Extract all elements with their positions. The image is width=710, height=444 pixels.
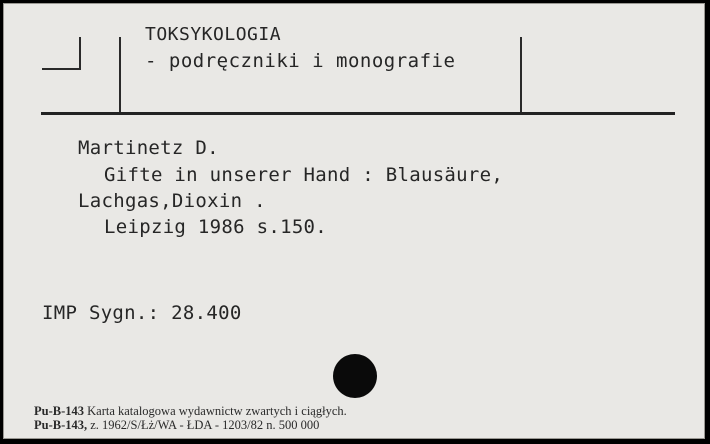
heading-left-rule (119, 37, 121, 113)
footer-line-1 (34, 404, 347, 419)
imprint-line: Leipzig 1986 s.150. (104, 216, 328, 238)
footer-line-2 (34, 418, 319, 433)
call-number: IMP Sygn.: 28.400 (42, 302, 242, 324)
subject-subheading: - podręczniki i monografie (145, 50, 456, 72)
footer-text-2: z. 1962/S/Łż/WA - ŁDA - 1203/82 n. 500 000 (87, 418, 320, 432)
subject-heading: TOKSYKOLOGIA (145, 24, 282, 45)
heading-divider (41, 112, 675, 115)
title-line-2: Lachgas,Dioxin . (78, 190, 266, 212)
footer-code-1: Pu-B-143 (34, 404, 84, 418)
footer-code-2: Pu-B-143, (34, 418, 88, 432)
card-punch-hole (333, 354, 377, 398)
heading-right-rule (520, 37, 522, 113)
corner-bracket (42, 37, 81, 70)
title-line-1: Gifte in unserer Hand : Blausäure, (104, 164, 504, 186)
author-line: Martinetz D. (78, 137, 219, 159)
footer-text-1: Karta katalogowa wydawnictw zwartych i ciągłych. (84, 404, 347, 418)
catalog-card (3, 3, 705, 439)
